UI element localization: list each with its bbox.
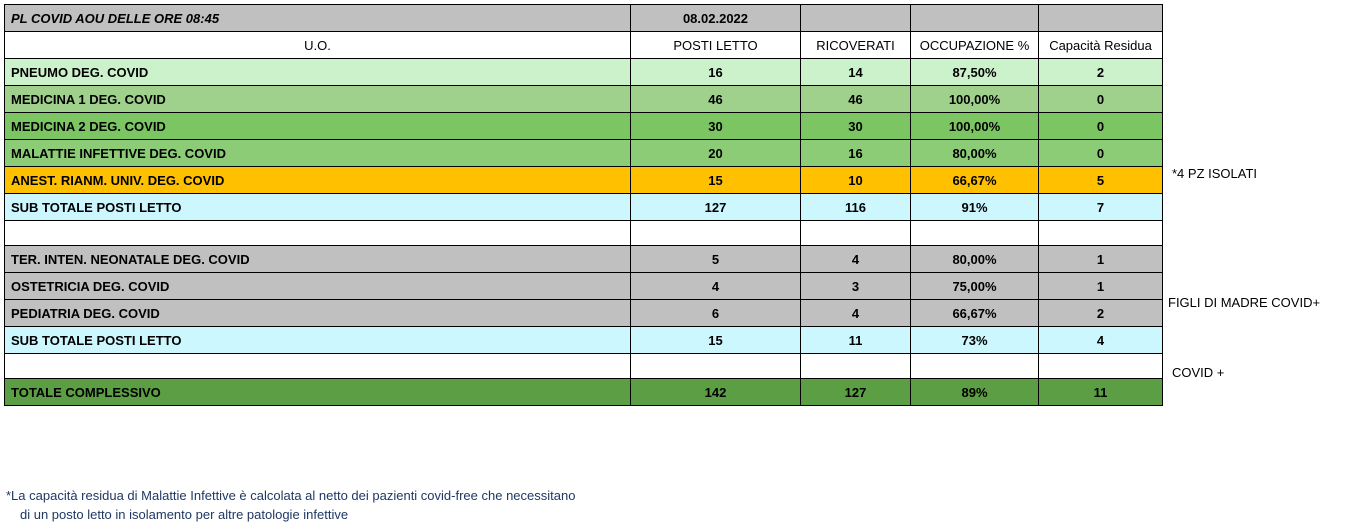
row-capacita: 11 bbox=[1039, 379, 1163, 406]
note-malattie-infettive: *4 PZ ISOLATI bbox=[1172, 166, 1258, 181]
row-capacita: 1 bbox=[1039, 273, 1163, 300]
table-header-row bbox=[5, 5, 1163, 32]
row-posti: 30 bbox=[631, 113, 801, 140]
spacer-cell bbox=[5, 354, 631, 379]
table-column-header-row bbox=[5, 32, 1163, 59]
footnote-line-1: *La capacità residua di Malattie Infettive è calcolata al netto dei pazienti covid-free che necessitano bbox=[6, 488, 576, 503]
spacer-cell bbox=[801, 354, 911, 379]
row-posti: 142 bbox=[631, 379, 801, 406]
column-header-uo: U.O. bbox=[5, 32, 631, 59]
column-header-ricoverati: RICOVERATI bbox=[801, 32, 911, 59]
row-capacita: 5 bbox=[1039, 167, 1163, 194]
row-posti: 6 bbox=[631, 300, 801, 327]
row-occupazione: 66,67% bbox=[911, 300, 1039, 327]
total-row bbox=[5, 379, 1163, 406]
spacer-cell bbox=[631, 221, 801, 246]
row-posti: 5 bbox=[631, 246, 801, 273]
note-pediatria: COVID + bbox=[1172, 365, 1225, 380]
row-posti: 4 bbox=[631, 273, 801, 300]
row-label: TER. INTEN. NEONATALE DEG. COVID bbox=[5, 246, 631, 273]
column-header-occupazione: OCCUPAZIONE % bbox=[911, 32, 1039, 59]
row-occupazione: 87,50% bbox=[911, 59, 1039, 86]
table-row bbox=[5, 246, 1163, 273]
spacer-row-1 bbox=[5, 221, 1163, 246]
table-row bbox=[5, 59, 1163, 86]
spacer-cell bbox=[1039, 354, 1163, 379]
row-ricoverati: 3 bbox=[801, 273, 911, 300]
row-capacita: 0 bbox=[1039, 86, 1163, 113]
row-label: SUB TOTALE POSTI LETTO bbox=[5, 327, 631, 354]
row-occupazione: 75,00% bbox=[911, 273, 1039, 300]
row-ricoverati: 127 bbox=[801, 379, 911, 406]
row-occupazione: 91% bbox=[911, 194, 1039, 221]
table-row bbox=[5, 273, 1163, 300]
row-label: MEDICINA 2 DEG. COVID bbox=[5, 113, 631, 140]
row-label: MALATTIE INFETTIVE DEG. COVID bbox=[5, 140, 631, 167]
row-occupazione: 89% bbox=[911, 379, 1039, 406]
row-capacita: 7 bbox=[1039, 194, 1163, 221]
table-row bbox=[5, 113, 1163, 140]
covid-beds-table bbox=[4, 4, 1163, 406]
spacer-cell bbox=[1039, 221, 1163, 246]
spreadsheet-sheet bbox=[0, 4, 1348, 529]
row-capacita: 2 bbox=[1039, 300, 1163, 327]
row-posti: 20 bbox=[631, 140, 801, 167]
row-capacita: 0 bbox=[1039, 140, 1163, 167]
row-ricoverati: 11 bbox=[801, 327, 911, 354]
spacer-cell bbox=[911, 354, 1039, 379]
footnote-line-2: di un posto letto in isolamento per altre patologie infettive bbox=[20, 507, 349, 522]
row-label: PNEUMO DEG. COVID bbox=[5, 59, 631, 86]
row-ricoverati: 46 bbox=[801, 86, 911, 113]
row-ricoverati: 116 bbox=[801, 194, 911, 221]
row-occupazione: 100,00% bbox=[911, 86, 1039, 113]
table-row bbox=[5, 167, 1163, 194]
row-label: TOTALE COMPLESSIVO bbox=[5, 379, 631, 406]
row-label: ANEST. RIANM. UNIV. DEG. COVID bbox=[5, 167, 631, 194]
row-capacita: 2 bbox=[1039, 59, 1163, 86]
row-ricoverati: 14 bbox=[801, 59, 911, 86]
row-ricoverati: 16 bbox=[801, 140, 911, 167]
table-row bbox=[5, 300, 1163, 327]
footnotes bbox=[6, 486, 575, 524]
row-label: SUB TOTALE POSTI LETTO bbox=[5, 194, 631, 221]
report-title: PL COVID AOU DELLE ORE 08:45 bbox=[5, 5, 631, 32]
row-posti: 15 bbox=[631, 167, 801, 194]
note-terapia-neonatale: FIGLI DI MADRE COVID+ bbox=[1168, 295, 1321, 310]
spacer-cell bbox=[801, 221, 911, 246]
column-header-capacita-residua: Capacità Residua bbox=[1039, 32, 1163, 59]
subtotal-row bbox=[5, 194, 1163, 221]
table-row bbox=[5, 86, 1163, 113]
column-header-posti-letto: POSTI LETTO bbox=[631, 32, 801, 59]
row-occupazione: 80,00% bbox=[911, 140, 1039, 167]
row-occupazione: 66,67% bbox=[911, 167, 1039, 194]
row-ricoverati: 4 bbox=[801, 246, 911, 273]
spacer-cell bbox=[911, 221, 1039, 246]
header-blank-2 bbox=[911, 5, 1039, 32]
row-posti: 46 bbox=[631, 86, 801, 113]
row-occupazione: 73% bbox=[911, 327, 1039, 354]
table-row bbox=[5, 140, 1163, 167]
row-label: PEDIATRIA DEG. COVID bbox=[5, 300, 631, 327]
row-label: MEDICINA 1 DEG. COVID bbox=[5, 86, 631, 113]
row-capacita: 1 bbox=[1039, 246, 1163, 273]
row-ricoverati: 4 bbox=[801, 300, 911, 327]
spacer-row-2 bbox=[5, 354, 1163, 379]
row-occupazione: 80,00% bbox=[911, 246, 1039, 273]
row-label: OSTETRICIA DEG. COVID bbox=[5, 273, 631, 300]
row-posti: 16 bbox=[631, 59, 801, 86]
row-ricoverati: 30 bbox=[801, 113, 911, 140]
header-blank-3 bbox=[1039, 5, 1163, 32]
row-capacita: 4 bbox=[1039, 327, 1163, 354]
row-posti: 127 bbox=[631, 194, 801, 221]
row-capacita: 0 bbox=[1039, 113, 1163, 140]
subtotal-row bbox=[5, 327, 1163, 354]
header-blank-1 bbox=[801, 5, 911, 32]
spacer-cell bbox=[631, 354, 801, 379]
row-occupazione: 100,00% bbox=[911, 113, 1039, 140]
row-posti: 15 bbox=[631, 327, 801, 354]
spacer-cell bbox=[5, 221, 631, 246]
report-date: 08.02.2022 bbox=[631, 5, 801, 32]
row-ricoverati: 10 bbox=[801, 167, 911, 194]
